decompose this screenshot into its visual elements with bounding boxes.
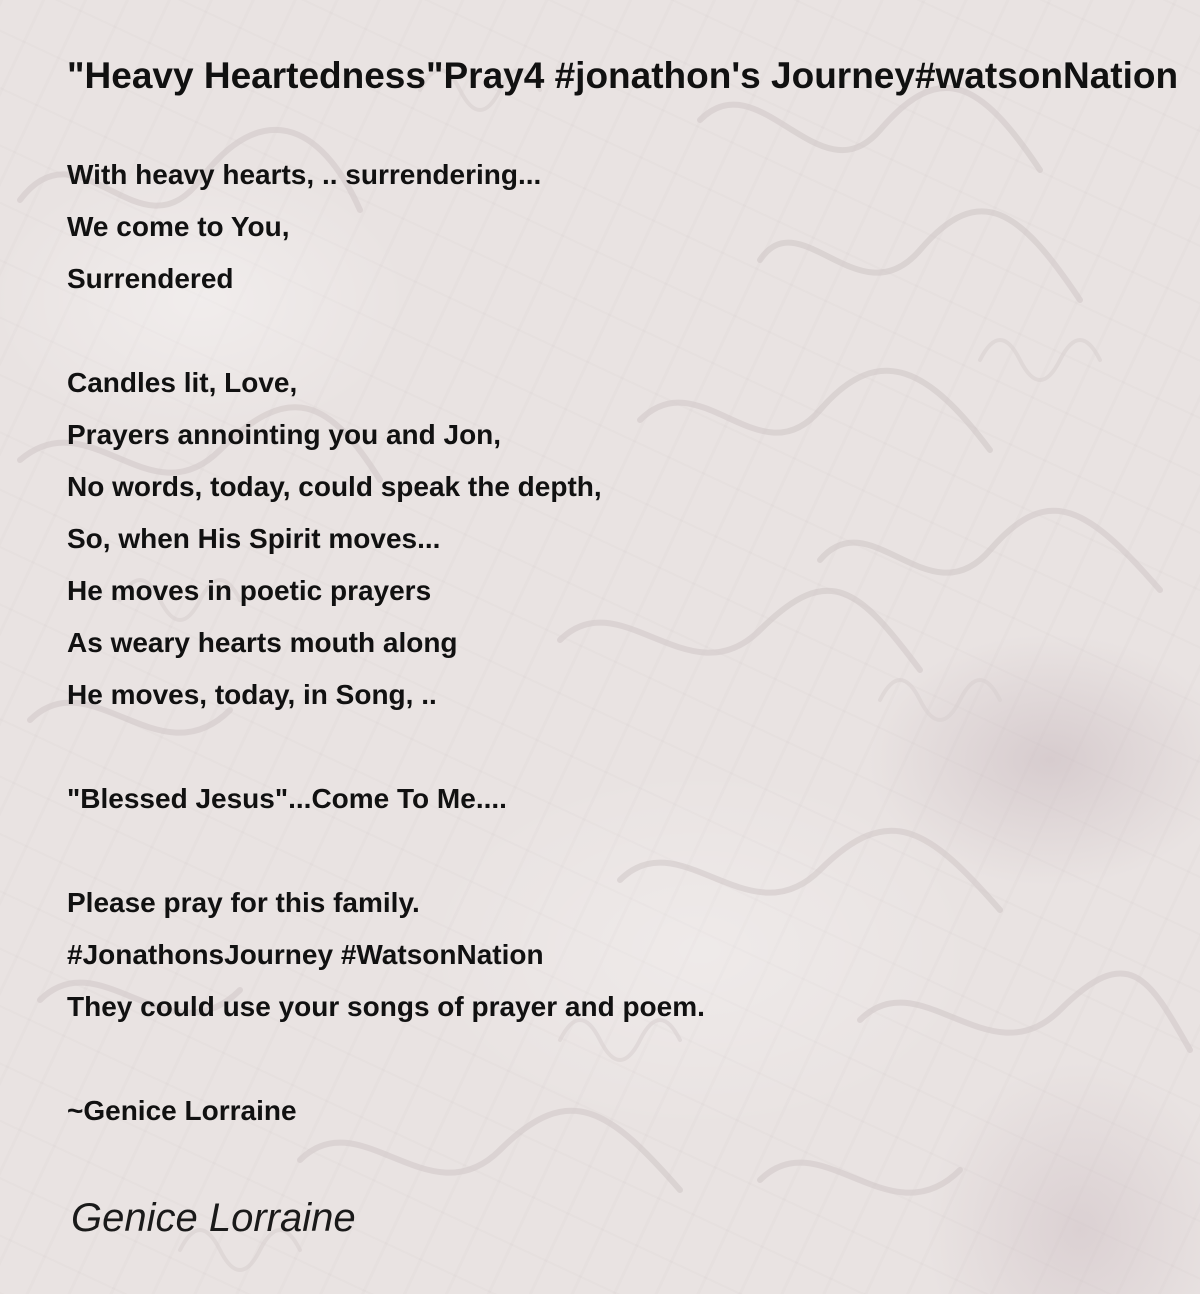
poem-line: Prayers annointing you and Jon,: [67, 419, 502, 450]
poem-line: So, when His Spirit moves...: [67, 523, 441, 554]
poem-line: He moves in poetic prayers: [67, 575, 432, 606]
poem-line: We come to You,: [67, 211, 290, 242]
poem-line: #JonathonsJourney #WatsonNation: [67, 939, 544, 970]
poem-blank-line: [67, 305, 1167, 357]
poem-line: Candles lit, Love,: [67, 367, 298, 398]
poem-line: They could use your songs of prayer and poem.: [67, 991, 705, 1022]
poem-line: "Blessed Jesus"...Come To Me....: [67, 783, 507, 814]
poem-blank-line: [67, 721, 1167, 773]
poem-line: Please pray for this family.: [67, 887, 420, 918]
poem-blank-line: [67, 1033, 1167, 1085]
poem-line: ~Genice Lorraine: [67, 1095, 297, 1126]
poem-line: He moves, today, in Song, ..: [67, 679, 437, 710]
poem-line: No words, today, could speak the depth,: [67, 471, 602, 502]
poem-line: Surrendered: [67, 263, 234, 294]
poem-blank-line: [67, 825, 1167, 877]
author-name: Genice Lorraine: [71, 1196, 356, 1240]
poem-line: With heavy hearts, .. surrendering...: [67, 159, 542, 190]
poem-line: As weary hearts mouth along: [67, 627, 458, 658]
poem-body: [67, 149, 1167, 1137]
poem-title: "Heavy Heartedness"Pray4 #jonathon's Journey#watsonNation: [67, 55, 1179, 96]
